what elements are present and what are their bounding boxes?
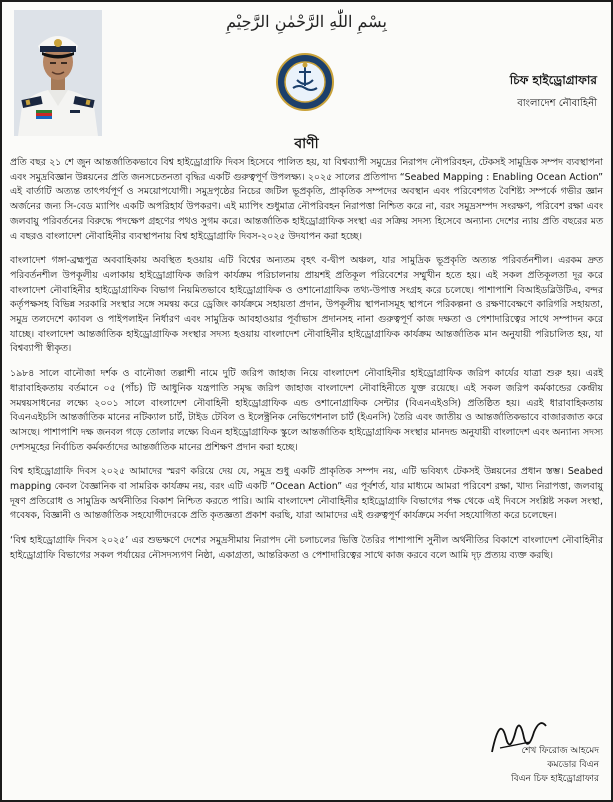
position-title: চিফ হাইড্রোগ্রাফার [509,73,597,87]
bismillah-calligraphy: بِسْمِ اللّٰهِ الرَّحْمٰنِ الرَّحِيْمِ [226,12,387,31]
paragraph-2: বাংলাদেশ গঙ্গা-ব্রহ্মপুত্র অববাহিকায় অবস্থিত হওয়ায় এটি বিশ্বের অন্যতম বৃহৎ ব-দ্বীপ অঞ্চল, যার সামুদ্রিক ভূপ্রকৃতি অত্যন্ত পরিবর্তনশীল। এরকম দ্রুত পরিবর্তনশীল উপকূলীয় এলাকায় হাইড্রোগ্রাফিক জরিপ কার্যক্রম পরিচালনায় প্রায়শই প্রতিকূল পরিবেশের সম্মুখীন হতে হয়। এই সকল প্রতিকূলতা দূর করে বাংলাদেশ নৌবাহিনীর হাইড্রোগ্রাফিক বিভাগ নিয়মিতভাবে হাইড্রোগ্রাফিক ও ওশানোগ্রাফিক তথ্য-উপাত্ত সংগ্রহ করে চলেছে। পাশাপাশি বিআইডব্লিউটিএ, বন্দর কর্তৃপক্ষসহ বিভিন্ন সরকারি সংস্থার সঙ্গে সমন্বয় করে ড্রেজিং কার্যক্রমে সহায়তা প্রদান, উপকূলীয় স্থাপনাসমূহ স্থাপনে পরিকল্পনা ও রক্ষণাবেক্ষণে কারিগরি সহায়তা, সমুদ্র তলদেশে ক্যাবল ও পাইপলাইন নির্ধারণ এবং সামুদ্রিক আবহাওয়ার পূর্বাভাস প্রদানসহ নানা গুরুত্বপূর্ণ কাজ দক্ষতা ও পেশাদারিত্বের সাথে সম্পাদন করে যাচ্ছে। বাংলাদেশ আন্তর্জাতিক হাইড্রোগ্রাফিক সংস্থার সদস্য হওয়ায় বাংলাদেশ নৌবাহিনীর হাইড্রোগ্রাফিক কার্যক্রম আন্তর্জাতিক মান অনুযায়ী পরিচালিত হয়, যা বিশ্বব্যাপী স্বীকৃত। [10,255,603,355]
paragraph-3: ১৯৮৪ সালে বানৌজা দর্শক ও বানৌজা তল্লাশী নামে দুটি জরিপ জাহাজ নিয়ে বাংলাদেশ নৌবাহিনীর হাইড্রোগ্রাফিক জরিপ কার্যের যাত্রা শুরু হয়। এরই ধারাবাহিকতায় বর্তমানে ০৫ (পাঁচ) টি আধুনিক যন্ত্রপাতি সমৃদ্ধ জরিপ জাহাজ বাংলাদেশ নৌবাহিনীতে যুক্ত রয়েছে। এই সকল জরিপ কর্মকান্ডের কেন্দ্রীয় সমন্বয়সাধনের লক্ষ্যে ২০০১ সালে বাংলাদেশ নৌবাহিনী হাইড্রোগ্রাফিক এন্ড ওশানোগ্রাফিক সেন্টার (বিএনএইওসি) প্রতিষ্ঠিত হয়। এরই ধারাবাহিকতায় বিএনএইচসি আন্তর্জাতিক মানের নটিক্যাল চার্ট, টাইড টেবিল ও ইলেক্ট্রনিক নেভিগেশনাল চার্ট (ইএনসি) তৈরি এবং জাতীয় ও আন্তর্জাতিকভাবে বাজারজাত করে আসছে। পাশাপাশি দক্ষ জনবল গড়ে তোলার লক্ষ্যে বিএন হাইড্রোগ্রাফিক স্কুলে আন্তর্জাতিক হাইড্রোগ্রাফিক সংস্থার মানদন্ড অনুযায়ী বাংলাদেশ এবং অন্যান্য সদস্য দেশসমূহের নির্বাচিত কর্মকর্তাদের আন্তর্জাতিক মানের প্রশিক্ষণ প্রদান করা হচ্ছে। [10,368,603,453]
signatory-title: বিএন চিফ হাইড্রোগ্রাফার [511,774,599,784]
hydrography-emblem-icon [275,52,335,112]
signature-block [511,744,599,786]
title-block [427,72,597,113]
message-body [10,156,603,574]
paragraph-5: ‘বিশ্ব হাইড্রোগ্রাফি দিবস ২০২৫’ এর শুভক্ষণে দেশের সমুদ্রসীমায় নিরাপদ নৌ চলাচলের ভিত্তি তৈরির পাশাপাশি সুনীল অর্থনীতির বিকাশে বাংলাদেশ নৌবাহিনীর হাইড্রোগ্রাফি বিভাগের সকল পর্যায়ের নৌসদস্যগণ নিষ্ঠা, একাগ্রতা, আন্তরিকতা ও পেশাদারিত্বের সাথে কাজ করবে বলে আমি দৃঢ় প্রত্যয় ব্যক্ত করছি। [10,535,603,561]
paragraph-4: বিশ্ব হাইড্রোগ্রাফি দিবস ২০২৫ আমাদের স্মরণ করিয়ে দেয় যে, সমুদ্র শুধু একটি প্রাকৃতিক সম্পদ নয়, এটি ভবিষ্যৎ টেকসই উন্নয়নের প্রধান স্তম্ভ। Seabed mapping কেবল বৈজ্ঞানিক বা সামরিক কার্যক্রম নয়, বরং এটি একটি “Ocean Action” এর পূর্বশর্ত, যার মাধ্যমে আমরা পরিবেশ রক্ষা, খাদ্য নিরাপত্তা, জলবায়ু দূষণ প্রতিরোধ ও সামুদ্রিক অর্থনীতির বিকাশ নিশ্চিত করতে পারি। আমি বাংলাদেশ নৌবাহিনীর হাইড্রোগ্রাফি বিভাগের পক্ষ থেকে এই দিবসে সংশ্লিষ্ট সকল সংস্থা, গবেষক, বিজ্ঞানী ও আন্তর্জাতিক সহযোগীদেরকে প্রতি কৃতজ্ঞতা প্রকাশ করছি, যারা আমাদের এই গুরুত্বপূর্ণ কার্যক্রমে সর্বদা সহযোগিতা করে চলেছেন। [10,466,603,522]
signatory-name: শেখ ফিরোজ আহমেদ [521,746,599,756]
message-heading: বাণী [294,136,319,152]
paragraph-1: প্রতি বছর ২১ শে জুন আন্তর্জাতিকভাবে বিশ্ব হাইড্রোগ্রাফি দিবস হিসেবে পালিত হয়, যা বিশ্বব্যাপী সমুদ্রের নিরাপদ নৌপরিবহন, টেকসই সামুদ্রিক সম্পদ ব্যবস্থাপনা এবং সমুদ্রবিজ্ঞান উন্নয়নের প্রতি জনসচেতনতা বৃদ্ধির একটি গুরুত্বপূর্ণ উপলক্ষ্য। ২০২৫ সালের প্রতিপাদ্য “Seabed Mapping : Enabling Ocean Action” এই বার্তাটি অত্যন্ত তাৎপর্যপূর্ণ ও সময়োপযোগী। সমুদ্রপৃষ্ঠের নিচের জটিল ভূপ্রকৃতি, প্রাকৃতিক সম্পদের অবস্থান এবং পরিবেশগত বৈশিষ্ট্য সম্পর্কে গভীর জ্ঞান অর্জনের জন্য সি-বেড ম্যাপিং একটি অপরিহার্য উপকরণ। এই ম্যাপিং শুধুমাত্র নৌপরিবহন নিরাপত্তা নিশ্চিত করে না, বরং সমুদ্রসম্পদ সংরক্ষণ, পরিবেশ রক্ষা এবং জলবায়ু পরিবর্তনের বিরুদ্ধে পদক্ষেপ গ্রহণের পথও সুগম করে। আন্তর্জাতিক হাইড্রোগ্রাফিক সংস্থা এর সক্রিয় সদস্য হিসেবে অন্যান্য দেশের ন্যায় প্রতি বছরের মত এ বছরও বাংলাদেশ নৌবাহিনীর ব্যবস্থাপনায় বিশ্ব হাইড্রোগ্রাফি দিবস-২০২৫ উদযাপন করা হচ্ছে। [10,157,603,242]
organization-name: বাংলাদেশ নৌবাহিনী [517,98,597,109]
signatory-rank: কমডোর বিএন [547,760,599,770]
